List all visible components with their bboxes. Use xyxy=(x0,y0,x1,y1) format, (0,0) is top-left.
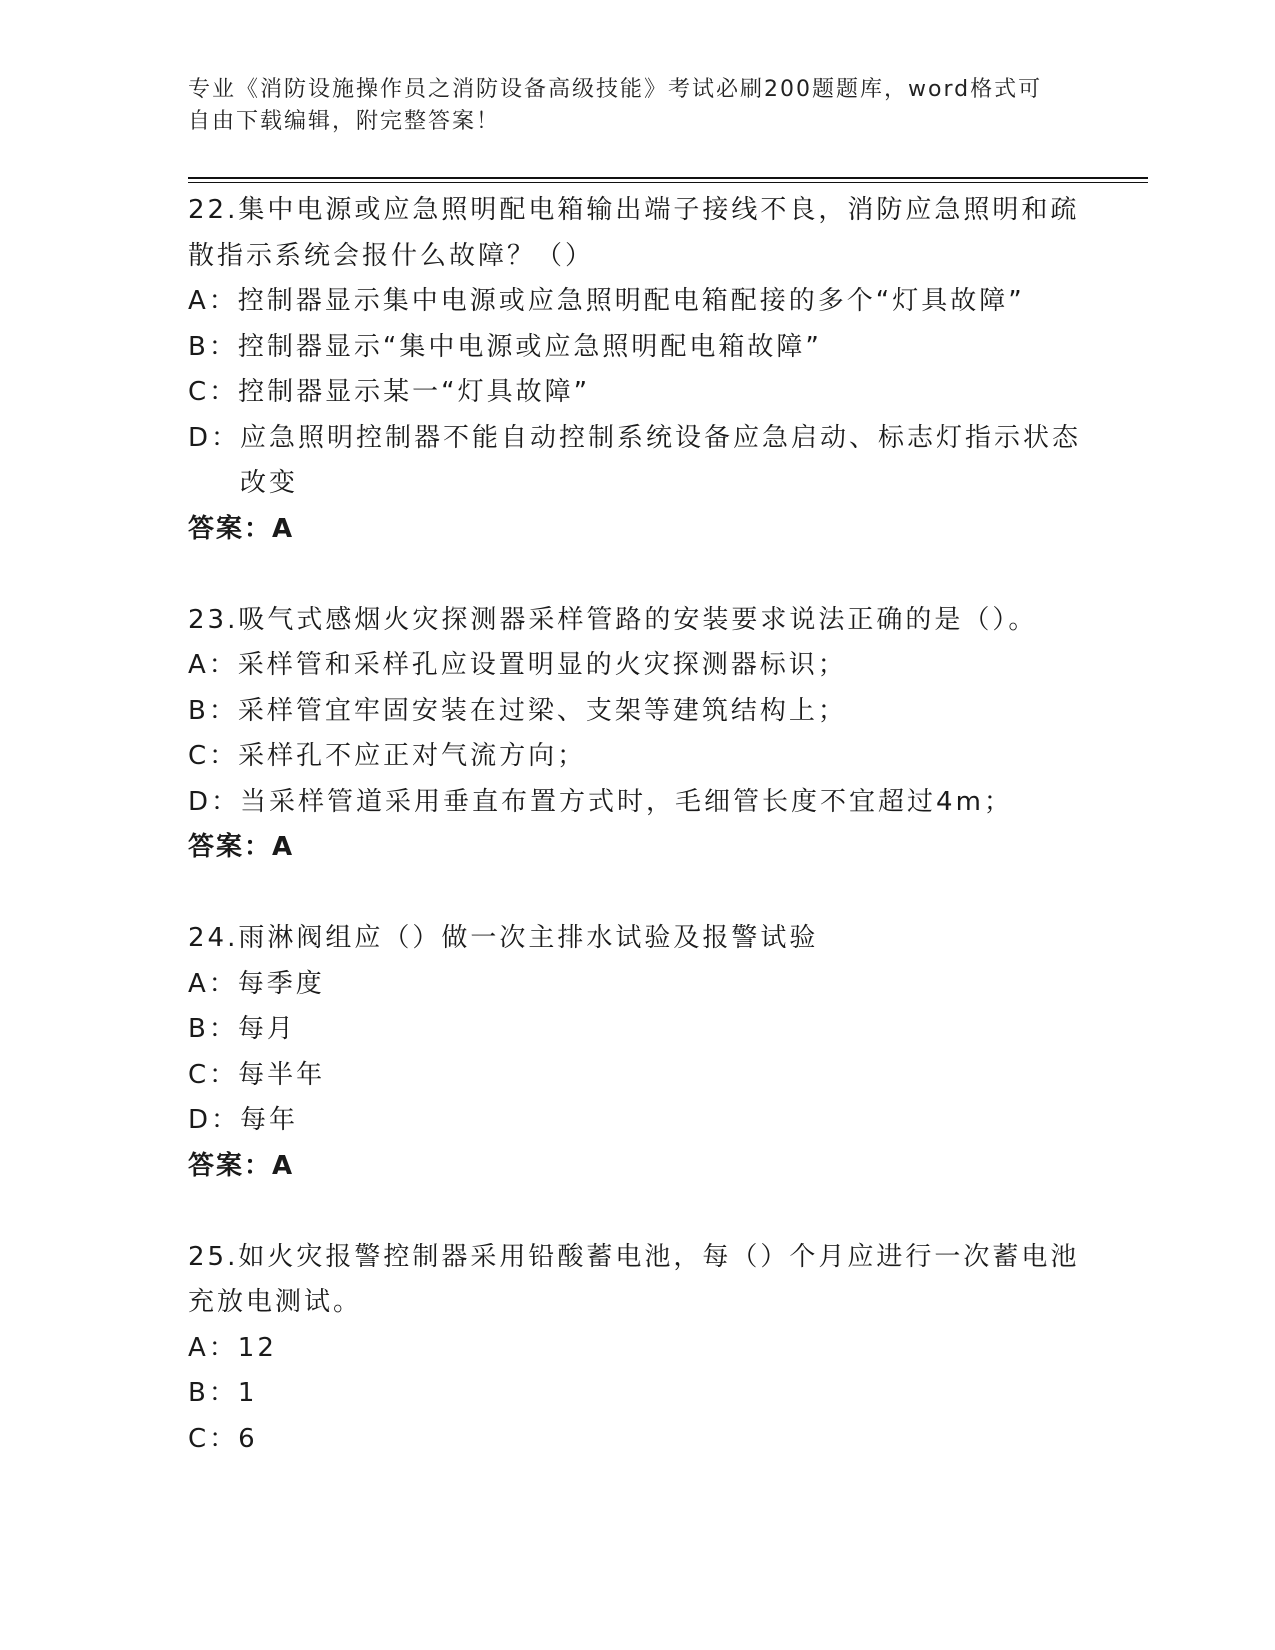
option-d xyxy=(188,1098,1088,1144)
option-text: 采样孔不应正对气流方向； xyxy=(238,741,587,771)
question-stem: 24.雨淋阀组应（）做一次主排水试验及报警试验 xyxy=(188,923,819,953)
option-a xyxy=(188,643,1088,689)
option-d xyxy=(188,416,1088,507)
question-25 xyxy=(188,1235,1088,1463)
option-letter: A： xyxy=(188,286,238,316)
option-text: 12 xyxy=(237,1332,277,1363)
document-header xyxy=(188,74,1068,138)
answer-label: 答案：A xyxy=(188,1150,295,1181)
option-text: 每季度 xyxy=(237,968,325,999)
option-b xyxy=(188,1007,1088,1053)
question-23 xyxy=(188,598,1088,871)
option-letter: B： xyxy=(188,331,238,362)
option-text: 采样管宜牢固安装在过梁、支架等建筑结构上； xyxy=(237,695,847,726)
option-c xyxy=(188,370,1088,416)
option-d xyxy=(188,780,1088,826)
question-stem: 22.集中电源或应急照明配电箱输出端子接线不良，消防应急照明和疏散指示系统会报什么故障？（） xyxy=(188,195,1080,271)
option-a xyxy=(188,1326,1088,1372)
option-a xyxy=(188,279,1088,325)
option-text: 每半年 xyxy=(238,1059,326,1090)
option-letter: D： xyxy=(188,1105,241,1135)
option-b xyxy=(188,689,1088,735)
option-letter: C： xyxy=(188,1423,239,1454)
question-stem: 23.吸气式感烟火灾探测器采样管路的安装要求说法正确的是（）。 xyxy=(188,604,1038,635)
option-text: 控制器显示某一“灯具故障” xyxy=(238,377,591,407)
question-spacer xyxy=(188,871,1088,917)
option-letter: C： xyxy=(188,377,239,407)
option-text: 6 xyxy=(238,1423,258,1454)
question-spacer xyxy=(188,552,1088,598)
header-line-1: 专业《消防设施操作员之消防设备高级技能》考试必刷200题题库，word格式可 xyxy=(188,77,1043,102)
option-letter: A： xyxy=(188,1332,238,1363)
option-letter: B： xyxy=(188,1378,238,1408)
option-letter: D： xyxy=(188,422,241,453)
option-text: 控制器显示“集中电源或应急照明配电箱故障” xyxy=(237,331,822,362)
option-letter: B： xyxy=(188,695,238,726)
option-letter: C： xyxy=(188,741,239,771)
option-text: 采样管和采样孔应设置明显的火灾探测器标识； xyxy=(237,650,847,680)
question-24 xyxy=(188,916,1088,1189)
option-text: 每年 xyxy=(240,1105,299,1135)
option-letter: A： xyxy=(188,968,238,999)
option-c xyxy=(188,1417,1088,1463)
option-text: 1 xyxy=(237,1378,258,1408)
option-text: 当采样管道采用垂直布置方式时，毛细管长度不宜超过4m； xyxy=(240,786,1013,817)
header-divider xyxy=(188,177,1148,183)
option-letter: A： xyxy=(188,650,238,680)
option-letter: B： xyxy=(188,1014,238,1044)
answer-label: 答案：A xyxy=(188,832,295,862)
option-text: 每月 xyxy=(237,1014,296,1044)
option-a xyxy=(188,962,1088,1008)
answer-label: 答案：A xyxy=(188,513,295,544)
option-c xyxy=(188,1053,1088,1099)
question-list xyxy=(188,188,1088,1462)
option-b xyxy=(188,325,1088,371)
option-text: 应急照明控制器不能自动控制系统设备应急启动、标志灯指示状态改变 xyxy=(240,422,1082,498)
option-c xyxy=(188,734,1088,780)
question-spacer xyxy=(188,1189,1088,1235)
option-b xyxy=(188,1371,1088,1417)
question-22 xyxy=(188,188,1088,552)
header-line-2: 自由下载编辑，附完整答案！ xyxy=(188,109,501,134)
option-letter: C： xyxy=(188,1059,239,1090)
option-text: 控制器显示集中电源或应急照明配电箱配接的多个“灯具故障” xyxy=(237,286,1025,316)
option-letter: D： xyxy=(188,786,241,817)
question-stem: 25.如火灾报警控制器采用铅酸蓄电池，每（）个月应进行一次蓄电池充放电测试。 xyxy=(188,1241,1080,1317)
